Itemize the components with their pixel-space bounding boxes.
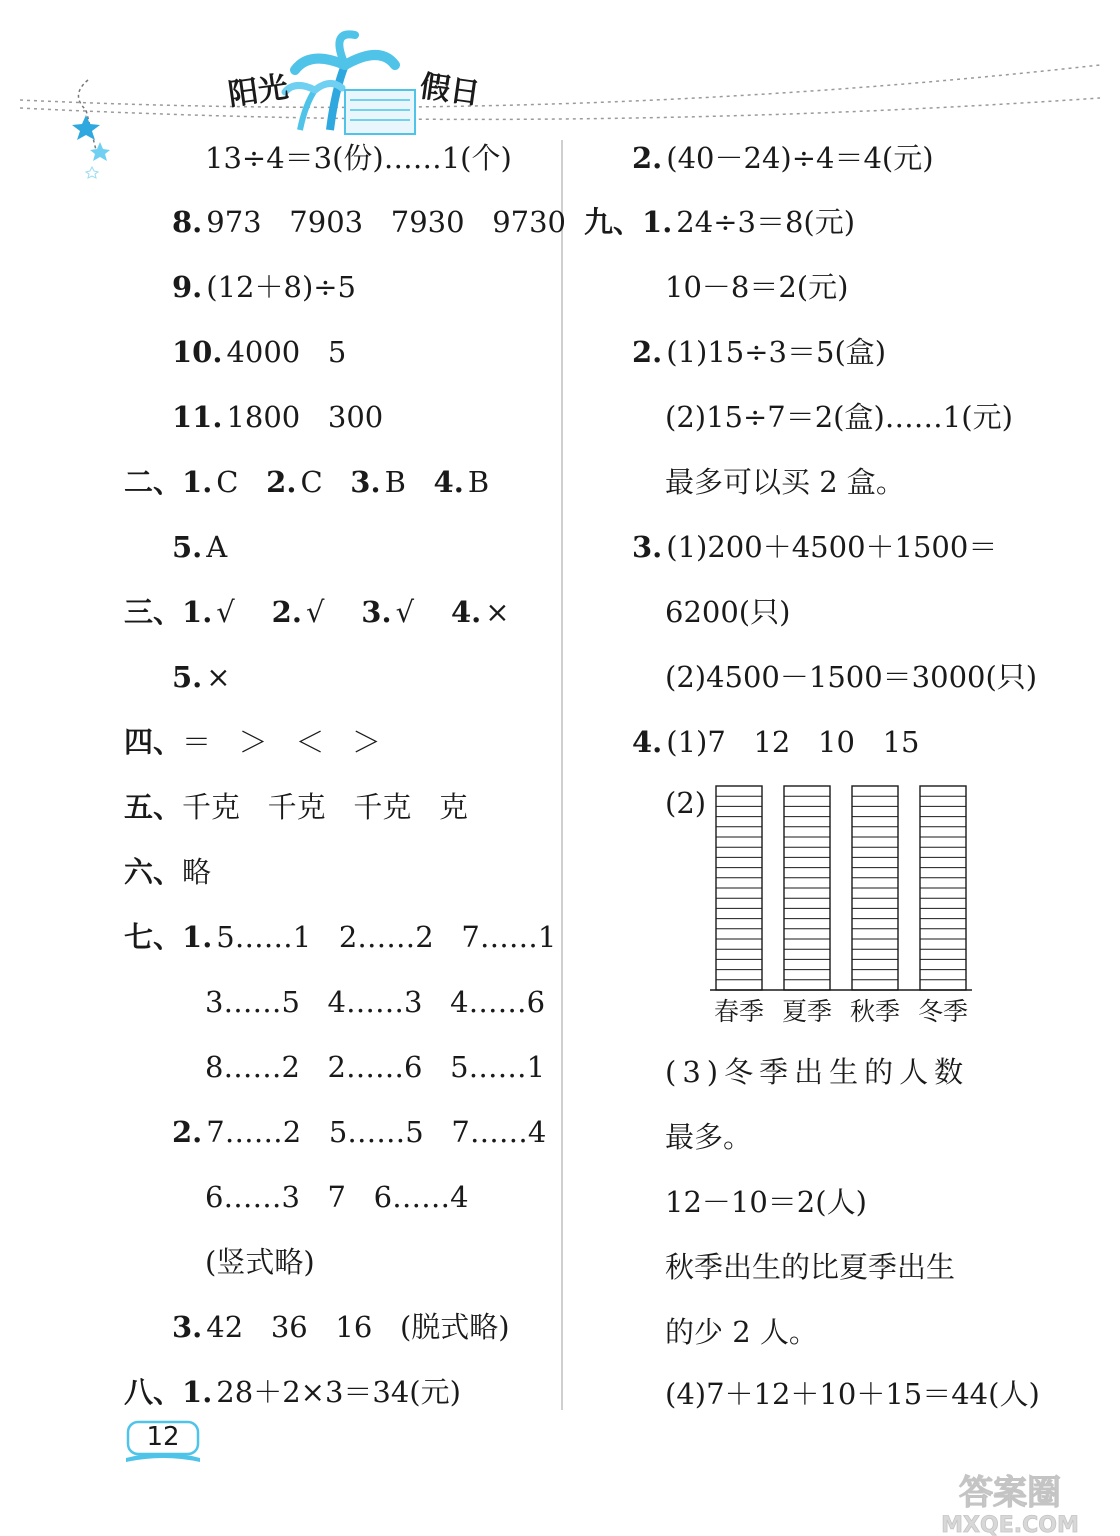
svg-text:MXQE.COM: MXQE.COM <box>941 1513 1079 1536</box>
answer-line: 最多。 <box>665 1120 753 1154</box>
chart-category-label: 春季 <box>713 997 765 1026</box>
section-four: 四、＝ ＞ ＜ ＞ <box>124 725 381 759</box>
answer-line: (2)15÷7＝2(盒)……1(元) <box>665 400 1013 434</box>
chart-column-2 <box>784 786 830 990</box>
svg-text:答案圈: 答案圈 <box>959 1473 1061 1513</box>
answer-line: 最多可以买 2 盒。 <box>665 465 905 499</box>
column-divider <box>561 140 563 1410</box>
season-bar-chart <box>666 780 996 1030</box>
answer-line: 3. 42 36 16 (脱式略) <box>172 1310 510 1344</box>
section-five: 五、千克 千克 千克 克 <box>124 790 468 824</box>
answer-line: 13÷4＝3(份)……1(个) <box>205 141 512 175</box>
chart-category-label: 夏季 <box>781 997 833 1026</box>
chart-label: (2) <box>665 786 707 820</box>
answer-line: 8. 973 7903 7930 9730 <box>172 205 567 239</box>
answer-line: (竖式略) <box>205 1245 315 1279</box>
answer-line: 6200(只) <box>665 595 791 629</box>
section-three: 三、1. √ 2. √ 3. √ 4. × <box>124 595 510 629</box>
chart-column-4 <box>920 786 966 990</box>
palm-tree-icon <box>285 34 415 134</box>
answer-line: (4)7＋12＋10＋15＝44(人) <box>665 1377 1040 1411</box>
answer-line: 2. (1)15÷3＝5(盒) <box>632 335 887 369</box>
section-two: 二、1. C 2. C 3. B 4. B <box>124 465 490 499</box>
answer-line: 4. (1)7 12 10 15 <box>632 725 920 759</box>
chart-category-label: 秋季 <box>849 997 901 1026</box>
section-nine: 九、1. 24÷3＝8(元) <box>584 205 856 239</box>
brand-text-left: 阳光 <box>226 69 291 113</box>
star-icon <box>72 115 110 178</box>
answer-line: 2. (40－24)÷4＝4(元) <box>632 141 934 175</box>
header-banner <box>0 30 1120 180</box>
answer-line: 5. A <box>172 530 228 564</box>
page-number: 12 <box>146 1422 180 1452</box>
answer-line: 8……2 2……6 5……1 <box>205 1050 546 1084</box>
answer-line: 3……5 4……3 4……6 <box>205 985 546 1019</box>
watermark-logo <box>900 1470 1120 1536</box>
chart-column-3 <box>852 786 898 990</box>
answer-line: 3. (1)200＋4500＋1500＝ <box>632 530 998 564</box>
section-eight: 八、1. 28＋2×3＝34(元) <box>124 1375 461 1409</box>
answer-line: 11. 1800 300 <box>172 400 384 434</box>
chart-column-1 <box>716 786 762 990</box>
section-six: 六、略 <box>124 855 212 889</box>
answer-line: 12－10＝2(人) <box>665 1185 867 1219</box>
answer-line: 的少 2 人。 <box>665 1315 818 1349</box>
answer-line: 5. × <box>172 660 231 694</box>
chart-category-label: 冬季 <box>917 997 969 1026</box>
answer-line: 6……3 7 6……4 <box>205 1180 469 1214</box>
section-seven: 七、1. 5……1 2……2 7……1 <box>124 920 557 954</box>
answer-line: 10－8＝2(元) <box>665 270 849 304</box>
answer-line: 2. 7……2 5……5 7……4 <box>172 1115 547 1149</box>
answer-line: (2)4500－1500＝3000(只) <box>665 660 1038 694</box>
answer-line: (3)冬季出生的人数 <box>665 1055 970 1089</box>
answer-line: 10. 4000 5 <box>172 335 347 369</box>
brand-text-right: 假日 <box>417 68 483 113</box>
answer-line: 9. (12＋8)÷5 <box>172 270 357 304</box>
answer-line: 秋季出生的比夏季出生 <box>665 1250 956 1284</box>
